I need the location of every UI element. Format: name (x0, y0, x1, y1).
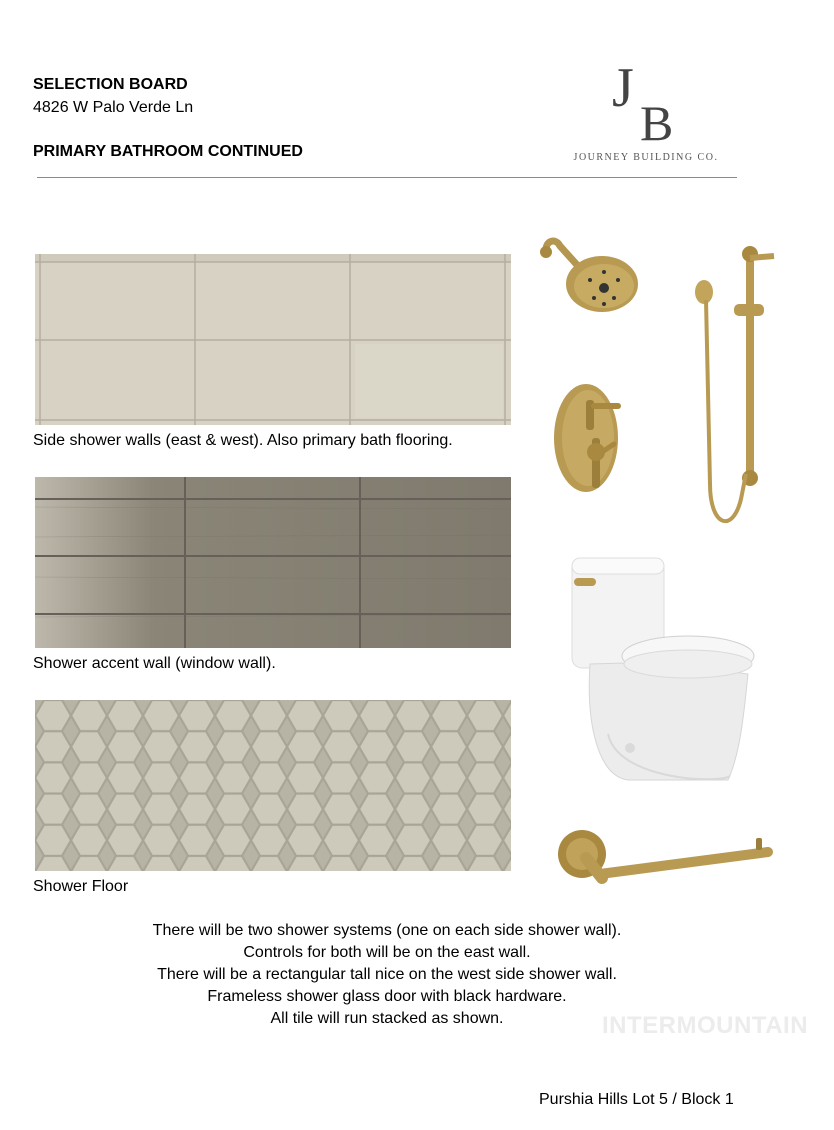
note-line: Frameless shower glass door with black hardware. (207, 988, 567, 1005)
shower-valve-icon (552, 382, 628, 494)
header-divider (37, 177, 737, 178)
swatch-caption: Shower Floor (33, 878, 129, 895)
handheld-shower-icon (690, 244, 782, 534)
section-title: PRIMARY BATHROOM CONTINUED (33, 143, 303, 160)
watermark: INTERMOUNTAIN (602, 1012, 809, 1039)
note-line: Controls for both will be on the east wall. (243, 944, 531, 961)
shower-head-icon (538, 236, 644, 318)
tile-swatch-accent-wall (35, 477, 511, 648)
toilet-icon (568, 554, 758, 786)
swatch-caption: Shower accent wall (window wall). (33, 655, 276, 672)
note-line: All tile will run stacked as shown. (270, 1010, 504, 1027)
logo-monogram-j: J (612, 57, 634, 119)
company-logo (560, 48, 735, 168)
note-line: There will be two shower systems (one on each side shower wall). (152, 922, 622, 939)
property-address: 4826 W Palo Verde Ln (33, 99, 194, 116)
footer-lot-block: Purshia Hills Lot 5 / Block 1 (539, 1091, 734, 1108)
tile-swatch-shower-floor (35, 700, 511, 871)
page-title: SELECTION BOARD (33, 76, 188, 93)
swatch-caption: Side shower walls (east & west). Also primary bath flooring. (33, 432, 453, 449)
logo-company-name: JOURNEY BUILDING CO. (573, 152, 719, 163)
logo-monogram-b: B (640, 95, 674, 151)
note-line: There will be a rectangular tall nice on the west side shower wall. (157, 966, 617, 983)
toilet-paper-holder-icon (556, 824, 778, 890)
tile-swatch-side-walls (35, 254, 511, 425)
